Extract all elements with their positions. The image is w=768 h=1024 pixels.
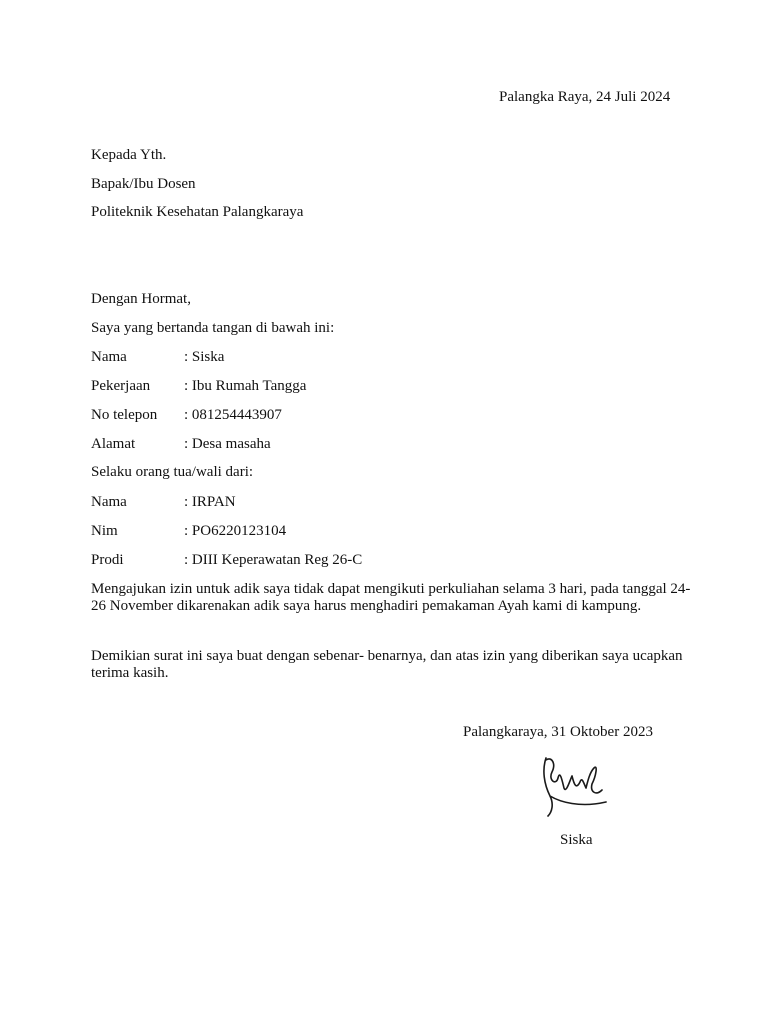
recipient-line-3: Politeknik Kesehatan Palangkaraya bbox=[91, 204, 304, 220]
intro-text: Saya yang bertanda tangan di bawah ini: bbox=[91, 320, 335, 336]
signer-name-label: Nama bbox=[91, 349, 127, 365]
signer-job-value: : Ibu Rumah Tangga bbox=[184, 378, 307, 394]
recipient-line-2: Bapak/Ibu Dosen bbox=[91, 176, 196, 192]
student-prodi-label: Prodi bbox=[91, 552, 124, 568]
student-name-label: Nama bbox=[91, 494, 127, 510]
signature-image bbox=[536, 750, 616, 822]
signer-job-label: Pekerjaan bbox=[91, 378, 151, 394]
signer-name-value: : Siska bbox=[184, 349, 225, 365]
guardian-intro: Selaku orang tua/wali dari: bbox=[91, 464, 254, 480]
signer-name: Siska bbox=[560, 832, 593, 848]
signer-phone-value: : 081254443907 bbox=[184, 407, 282, 423]
header-date: Palangka Raya, 24 Juli 2024 bbox=[499, 89, 671, 105]
signer-phone-label: No telepon bbox=[91, 407, 158, 423]
body-paragraph: Mengajukan izin untuk adik saya tidak dapat mengikuti perkuliahan selama 3 hari, pada tanggal 24-26 November dikarenakan adik saya harus menghadiri pemakaman Ayah kami di kampung. bbox=[91, 581, 691, 614]
signer-address-label: Alamat bbox=[91, 436, 136, 452]
salutation: Dengan Hormat, bbox=[91, 291, 191, 307]
student-nim-value: : PO6220123104 bbox=[184, 523, 287, 539]
closing-paragraph: Demikian surat ini saya buat dengan sebenar- benarnya, dan atas izin yang diberikan saya ucapkan terima kasih. bbox=[91, 648, 683, 681]
student-prodi-value: : DIII Keperawatan Reg 26-C bbox=[184, 552, 363, 568]
recipient-line-1: Kepada Yth. bbox=[91, 147, 167, 163]
student-nim-label: Nim bbox=[91, 523, 118, 539]
student-name-value: : IRPAN bbox=[184, 494, 236, 510]
sign-place-date: Palangkaraya, 31 Oktober 2023 bbox=[463, 724, 653, 740]
signer-address-value: : Desa masaha bbox=[184, 436, 271, 452]
